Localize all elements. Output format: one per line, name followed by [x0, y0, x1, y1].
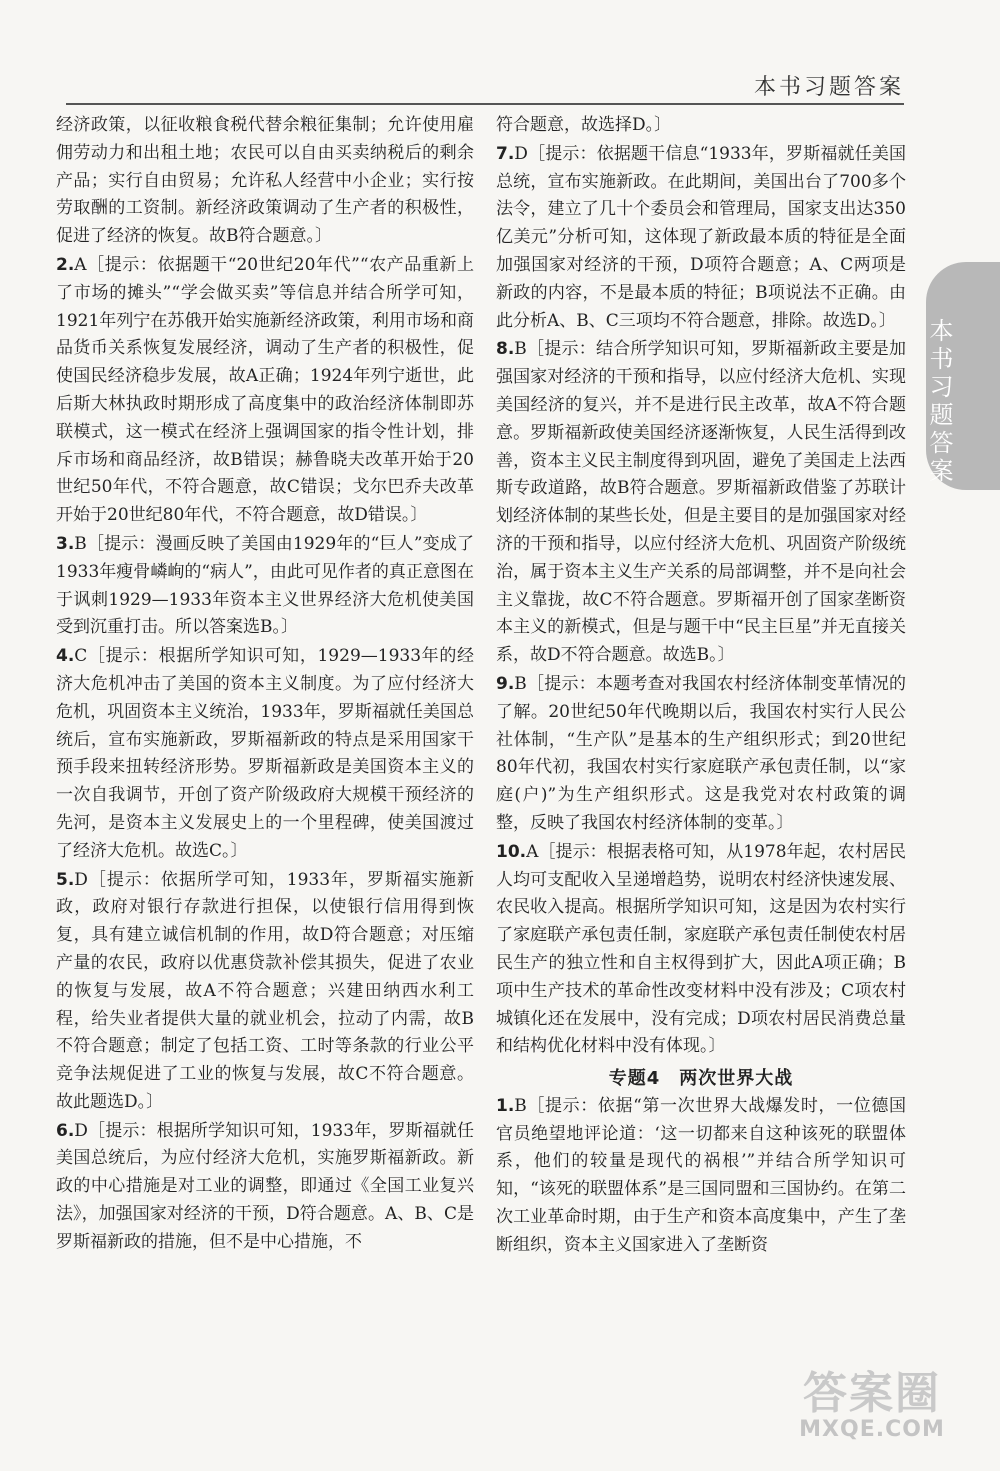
answer-text: B［提示：结合所学知识可知，罗斯福新政主要是加强国家对经济的干预和指导，以应付经济大危机、实现美国经济的复兴，并不是进行民主改革，故A不符合题意。罗斯福新政使美国经济逐渐恢复，人民生活得到改善，资本主义民主制度得到巩固，避免了美国走上法西斯专政道路，故B符合题意。罗斯福新政借鉴了苏联计划经济体制的某些长处，但是主要目的是加强国家对经济的干预和指导，以应付经济大危机、巩固资产阶级统治，属于资本主义生产关系的局部调整，并不是向社会主义靠拢，故C不符合题意。罗斯福开创了国家垄断资本主义的新模式，但是与题干中“民主巨星”并无直接关系，故D不符合题意。故选B。〕 — [496, 339, 906, 666]
answer-text: C［提示：根据所学知识可知，1929—1933年的经济大危机冲击了美国的资本主义制度。为了应付经济大危机，巩固资本主义统治，1933年，罗斯福就任美国总统后，宣布实施新政，罗斯福新政的特点是采用国家干预手段来扭转经济形势。罗斯福新政是美国资本主义的一次自我调节，开创了资产阶级政府大规模干预经济的先河，是资本主义发展史上的一个里程碑，使美国渡过了经济大危机。故选C。〕 — [56, 646, 474, 861]
answer-item — [496, 112, 906, 140]
answer-text: 经济政策，以征收粮食税代替余粮征集制；允许使用雇佣劳动力和出租土地；农民可以自由买卖纳税后的剩余产品；实行自由贸易；允许私人经营中小企业；实行按劳取酬的工资制。新经济政策调动了生产者的积极性，促进了经济的恢复。故B符合题意。〕 — [56, 115, 474, 247]
side-tab-label: 本书习题答案 — [925, 318, 953, 486]
answer-text: A［提示：根据表格可知，从1978年起，农村居民人均可支配收入呈递增趋势，说明农村经济快速发展、农民收入提高。根据所学知识可知，这是因为农村实行了家庭联产承包责任制，家庭联产承包责任制使农村居民生产的独立性和自主权得到扩大，因此A项正确；B项中生产技术的革命性改变材料中没有涉及；C项农村城镇化还在发展中，没有完成；D项农村居民消费总量和结构优化材料中没有体现。〕 — [496, 841, 906, 1057]
answer-text: B［提示：依据“第一次世界大战爆发时，一位德国官员绝望地评论道：‘这一切都来自这种该死的联盟体系，他们的较量是现代的祸根’”并结合所学知识可知，“该死的联盟体系”是三国同盟和三国协约。在第二次工业革命时期，由于生产和资本高度集中，产生了垄断组织，资本主义国家进入了垄断资 — [496, 1095, 906, 1255]
answer-item — [496, 839, 906, 1061]
answer-item — [56, 1118, 474, 1257]
answer-number: 1. — [496, 1095, 515, 1116]
answer-item — [496, 671, 906, 838]
watermark-url: MXQE.COM — [799, 1417, 945, 1442]
answer-item — [56, 252, 474, 530]
answer-text: 符合题意，故选择D。〕 — [496, 115, 672, 135]
answer-number: 8. — [496, 339, 515, 360]
answer-text: D［提示：依据题干信息“1933年，罗斯福就任美国总统，宣布实施新政。在此期间，美国出台了700多个法令，建立了几十个委员会和管理局，国家支出达350亿美元”分析可知，这体现了新政最本质的特征是全面加强国家对经济的干预，D项符合题意；A、C两项是新政的内容，不是最本质的特征；B项说法不正确。由此分析A、B、C三项均不符合题意，排除。故选D。〕 — [496, 143, 906, 331]
answer-text: D［提示：根据所学知识可知，1933年，罗斯福就任美国总统后，为应付经济大危机，实施罗斯福新政。新政的中心措施是对工业的调整，即通过《全国工业复兴法》，加强国家对经济的干预，D符合题意。A、B、C是罗斯福新政的措施，但不是中心措施，不 — [56, 1120, 474, 1252]
answer-item — [496, 336, 906, 670]
answer-text: D［提示：依据所学可知，1933年，罗斯福实施新政，政府对银行存款进行担保，以使银行信用得到恢复，具有建立诚信机制的作用，故D符合题意；对压缩产量的农民，政府以优惠贷款补偿其损失，促进了农业的恢复与发展，故A不符合题意；兴建田纳西水利工程，给失业者提供大量的就业机会，拉动了内需，故B不符合题意；制定了包括工资、工时等条款的行业公平竞争法规促进了工业的恢复与发展，故C不符合题意。故此题选D。〕 — [56, 869, 474, 1112]
answer-text: A［提示：依据题干“20世纪20年代”“农产品重新上了市场的摊头”“学会做买卖”等信息并结合所学可知，1921年列宁在苏俄开始实施新经济政策，利用市场和商品货币关系恢复发展经济，调动了生产者的积极性，促使国民经济稳步发展，故A正确；1924年列宁逝世，此后斯大林执政时期形成了高度集中的政治经济体制即苏联模式，这一模式在经济上强调国家的指令性计划，排斥市场和商品经济，故B错误；赫鲁晓夫改革开始于20世纪50年代，不符合题意，故C错误；戈尔巴乔夫改革开始于20世纪80年代，不符合题意，故D错误。〕 — [56, 254, 474, 526]
answer-text: B［提示：漫画反映了美国由1929年的“巨人”变成了1933年瘦骨嶙峋的“病人”，由此可见作者的真正意图在于讽刺1929—1933年资本主义世界经济大危机使美国受到沉重打击。所以答案选B。〕 — [56, 533, 474, 638]
right-column — [496, 112, 906, 1261]
watermark-logo: 答案圈 — [803, 1368, 941, 1419]
watermark — [782, 1357, 962, 1457]
page-header — [0, 0, 1000, 110]
answer-item — [56, 531, 474, 642]
answer-text: B［提示：本题考查对我国农村经济体制变革情况的了解。20世纪50年代晚期以后，我国农村实行人民公社体制，“生产队”是基本的生产组织形式；到20世纪80年代初，我国农村实行家庭联产承包责任制，以“家庭(户)”为生产组织形式。这是我党对农村政策的调整，反映了我国农村经济体制的变革。〕 — [496, 673, 906, 833]
answer-number: 9. — [496, 673, 515, 694]
answer-number: 5. — [56, 869, 75, 890]
answer-number: 6. — [56, 1120, 75, 1141]
header-divider — [66, 103, 904, 105]
header-title: 本书习题答案 — [753, 75, 904, 100]
answer-item — [56, 867, 474, 1117]
section-title: 专题4 两次世界大战 — [608, 1068, 794, 1090]
answer-number: 3. — [56, 533, 75, 554]
answer-item — [496, 1093, 906, 1260]
answer-item — [496, 141, 906, 336]
answer-item — [56, 643, 474, 865]
answer-number: 4. — [56, 646, 75, 667]
answer-number: 2. — [56, 254, 75, 275]
left-column — [56, 112, 474, 1258]
answer-item — [56, 112, 474, 251]
answer-number: 10. — [496, 841, 527, 862]
answer-number: 7. — [496, 143, 515, 164]
